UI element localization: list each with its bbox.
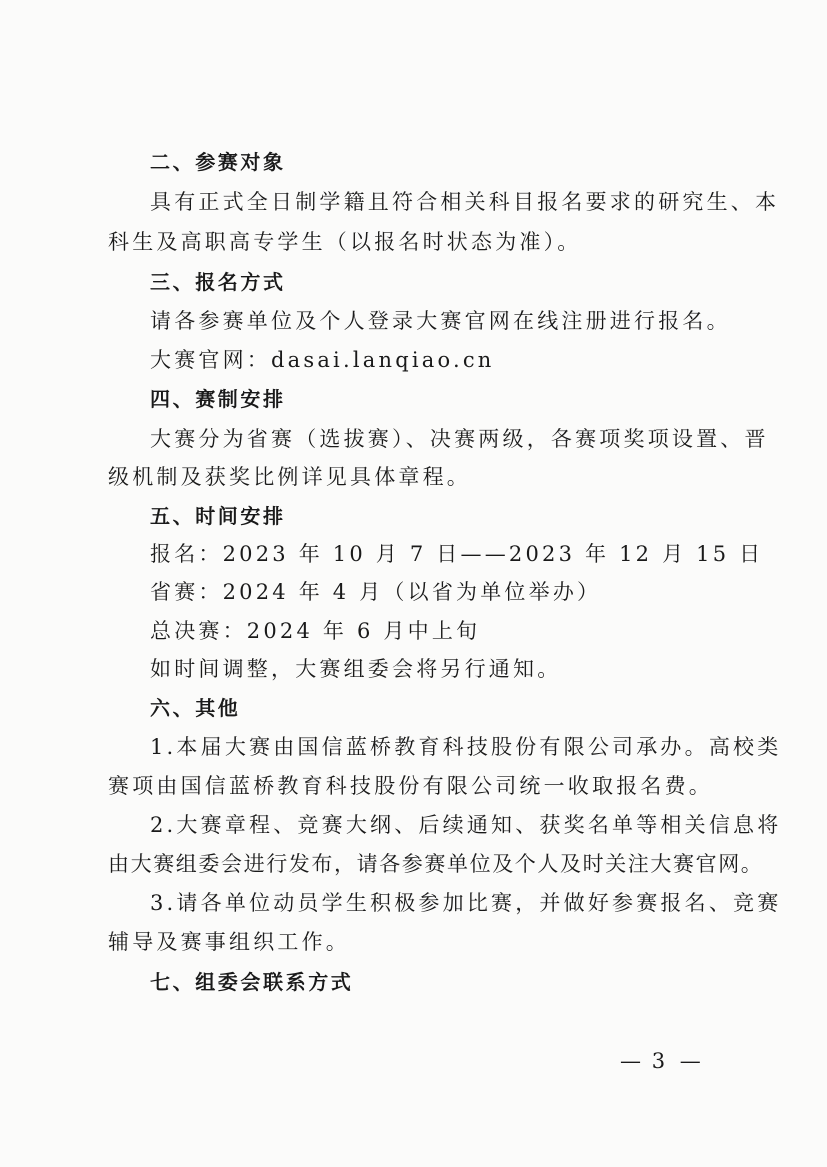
schedule-final: 总决赛：2024 年 6 月中上旬 [150,619,481,643]
page-number-dash-left: — [620,1049,641,1073]
paragraph-line: 请各参赛单位及个人登录大赛官网在线注册进行报名。 [150,309,731,333]
section-heading-other: 六、其他 [150,696,241,720]
section-heading-participants: 二、参赛对象 [150,150,286,174]
schedule-note: 如时间调整，大赛组委会将另行通知。 [150,657,562,681]
paragraph-line: 3.请各单位动员学生积极参加比赛，并做好参赛报名、竞赛 [150,891,782,915]
schedule-registration: 报名：2023 年 10 月 7 日——2023 年 12 月 15 日 [150,542,764,566]
paragraph-line: 2.大赛章程、竞赛大纲、后续通知、获奖名单等相关信息将 [150,813,782,837]
section-heading-contact: 七、组委会联系方式 [150,970,354,994]
section-heading-schedule: 五、时间安排 [150,504,286,528]
paragraph-line: 辅导及赛事组织工作。 [108,930,350,954]
schedule-provincial: 省赛：2024 年 4 月（以省为单位举办） [150,580,602,604]
paragraph-line: 由大赛组委会进行发布，请各参赛单位及个人及时关注大赛官网。 [108,852,764,876]
paragraph-line: 具有正式全日制学籍且符合相关科目报名要求的研究生、本 [150,190,780,214]
paragraph-line-website: 大赛官网：dasai.lanqiao.cn [150,348,495,372]
section-heading-registration: 三、报名方式 [150,270,286,294]
paragraph-line: 大赛分为省赛（选拔赛）、决赛两级，各赛项奖项设置、晋 [150,427,769,451]
page-number-value: 3 [651,1049,670,1073]
page-number [620,1048,701,1074]
paragraph-line: 级机制及获奖比例详见具体章程。 [108,465,471,489]
paragraph-line: 1.本届大赛由国信蓝桥教育科技股份有限公司承办。高校类 [150,735,782,759]
page-number-dash-right: — [679,1049,701,1073]
paragraph-line: 赛项由国信蓝桥教育科技股份有限公司统一收取报名费。 [108,774,713,798]
paragraph-line: 科生及高职高专学生（以报名时状态为准）。 [108,230,582,254]
section-heading-format: 四、赛制安排 [150,387,286,411]
